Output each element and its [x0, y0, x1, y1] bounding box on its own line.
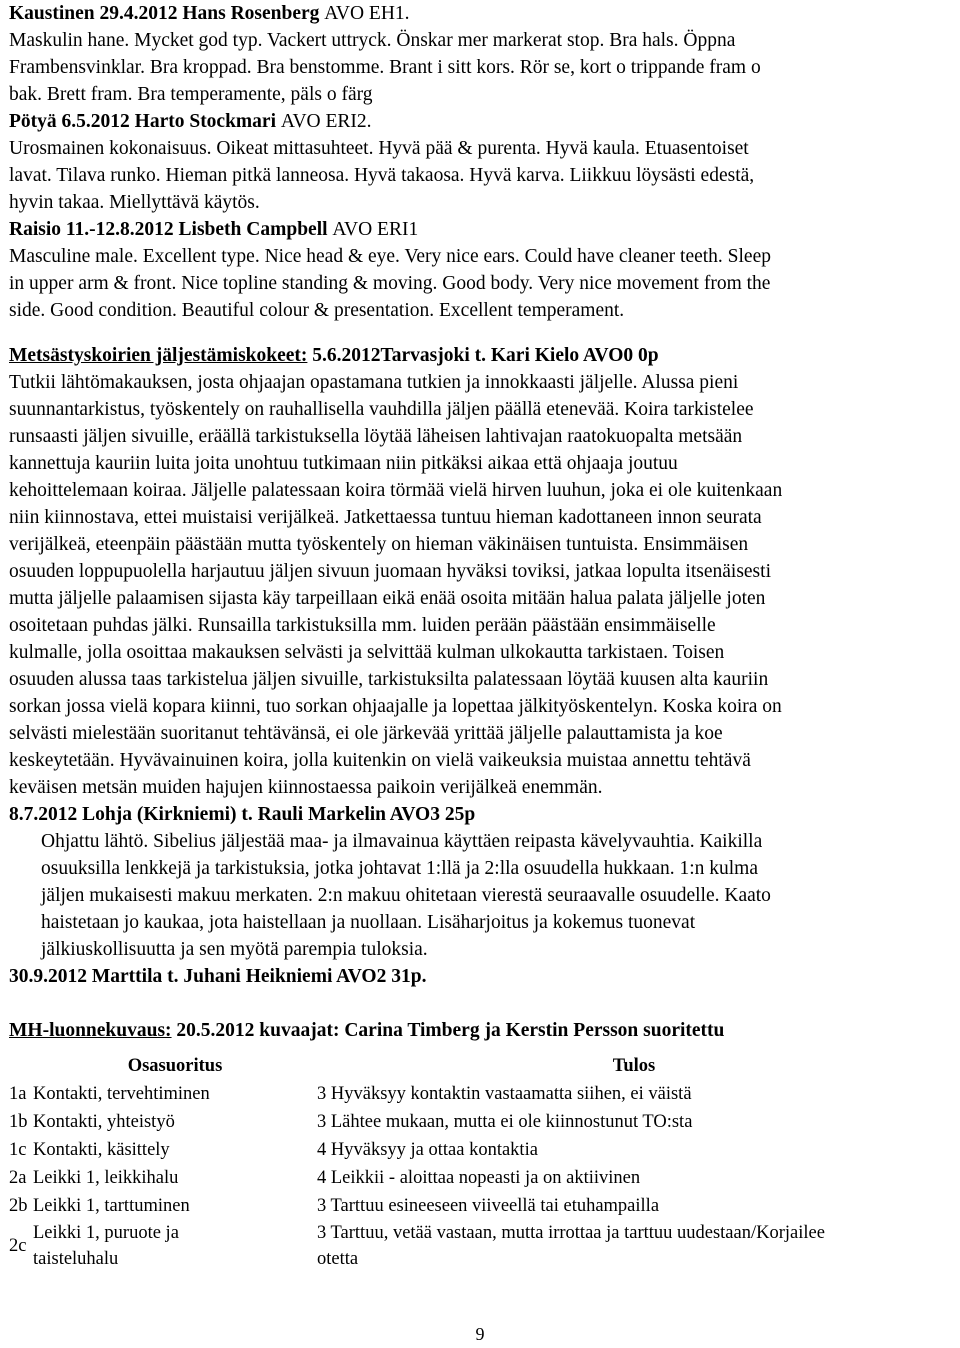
- show-text-line: lavat. Tilava runko. Hieman pitkä lanneosa. Hyvä takaosa. Hyvä karva. Liikkuu löysästi edestä,: [9, 165, 755, 186]
- tracking-text-line: osoitetaan puhdas jälki. Runsailla tarkistuksilla mm. luiden perään päästään ensimmäiselle: [9, 615, 716, 636]
- row-result: 4 Hyväksyy ja ottaa kontaktia: [317, 1140, 538, 1160]
- table-row: [9, 1080, 951, 1108]
- tracking-text-line: Tutkii lähtömakauksen, josta ohjaajan opastamana tutkien ja innokkaasti jäljelle. Alussa pieni: [9, 372, 739, 393]
- show-text-line: side. Good condition. Beautiful colour & presentation. Excellent temperament.: [9, 300, 625, 321]
- tracking-text-line: jälkiuskollisuutta ja sen myötä parempia tuloksia.: [41, 939, 428, 960]
- tracking-section: [9, 342, 951, 990]
- show-result-1: [9, 0, 951, 108]
- mh-title: MH-luonnekuvaus:: [9, 1020, 172, 1041]
- row-part: Kontakti, tervehtiminen: [33, 1084, 210, 1104]
- table-row: [9, 1164, 951, 1192]
- tracking-text-line: jäljen mukaisesti makuu merkaten. 2:n makuu ohitetaan vierestä seuraavalle osuudelle. Kaato: [41, 885, 771, 906]
- show-result-3: [9, 216, 951, 324]
- show-text-line: bak. Brett fram. Bra temperamente, päls o färg: [9, 84, 373, 105]
- tracking-text-line: kulmalle, jolla osoittaa makauksen selvästi ja selvittää kulman ulkokautta tarkistaen. Toisen: [9, 642, 725, 663]
- row-code: 1a: [9, 1084, 27, 1104]
- tracking-text-line: Ohjattu lähtö. Sibelius jäljestää maa- ja ilmavainua käyttäen reipasta kävelyvauhtia. Kaikilla: [41, 831, 763, 852]
- row-part: Kontakti, käsittely: [33, 1140, 170, 1160]
- document-page: [9, 0, 951, 1272]
- show-text-line: Urosmainen kokonaisuus. Oikeat mittasuhteet. Hyvä pää & purenta. Hyvä kaula. Etuasentoiset: [9, 138, 749, 159]
- show-text-line: Maskulin hane. Mycket god typ. Vackert uttryck. Önskar mer markerat stop. Bra hals. Öppna: [9, 30, 736, 51]
- tracking-text-line: keskeytetään. Hyvävainuinen koira, jolla kuitenkin on vielä vaikeuksia muistaa annettu tehtävä: [9, 750, 751, 771]
- tracking-text-line: sorkan jossa vielä kopara kiinni, tuo sorkan ohjaajalle ja lopettaa jälkityöskentelyn. Koska koira on: [9, 696, 782, 717]
- page-number: 9: [475, 1324, 485, 1344]
- column-header-result: Tulos: [612, 1056, 656, 1076]
- row-code: 2a: [9, 1168, 27, 1188]
- table-row: [9, 1220, 951, 1272]
- table-row: [9, 1136, 951, 1164]
- tracking-heading-2: 8.7.2012 Lohja (Kirkniemi) t. Rauli Markelin AVO3 25p: [9, 804, 476, 825]
- tracking-text-line: selvästi mielestään suoritanut tehtävänsä, ei ole järkevää yrittää jäljelle palauttamista ja koe: [9, 723, 723, 744]
- row-code: 1b: [9, 1112, 28, 1132]
- row-result: 4 Leikkii - aloittaa nopeasti ja on aktiivinen: [317, 1168, 641, 1188]
- row-code: 2c: [9, 1236, 27, 1256]
- show-text-line: hyvin takaa. Miellyttävä käytös.: [9, 192, 260, 213]
- tracking-text-line: osuuksilla lenkkejä ja tarkistuksia, jotka johtavat 1:llä ja 2:lla osuudella hukkaan. 1:n kulma: [41, 858, 759, 879]
- tracking-text-line: osuuden alussa taas tarkistelua jäljen sivuille, tarkistuksilta palatessaan löytää kuusen alta kauriin: [9, 669, 769, 690]
- show-text-line: in upper arm & front. Nice topline standing & moving. Good body. Very nice movement from the: [9, 273, 771, 294]
- tracking-text-line: kehoittelemaan koiraa. Jäljelle palatessaan koira törmää vielä hirven luuhun, joka ei ole kuitenkaan: [9, 480, 783, 501]
- tracking-text-line: keväisen metsän muiden hajujen kiinnostaessa paikoin verijälkeä enemmän.: [9, 777, 603, 798]
- row-code: 1c: [9, 1140, 27, 1160]
- tracking-heading-1: Metsästyskoirien jäljestämiskokeet: 5.6.2012Tarvasjoki t. Kari Kielo AVO0 0p: [9, 345, 659, 366]
- show-text-line: Masculine male. Excellent type. Nice head & eye. Very nice ears. Could have cleaner teeth. Sleep: [9, 246, 771, 267]
- show-heading: Pötyä 6.5.2012 Harto Stockmari AVO ERI2.: [9, 111, 372, 132]
- row-part: Leikki 1, leikkihalu: [33, 1168, 179, 1188]
- row-result: 3 Tarttuu, vetää vastaan, mutta irrottaa ja tarttuu uudestaan/Korjailee otetta: [317, 1223, 825, 1269]
- show-heading: Kaustinen 29.4.2012 Hans Rosenberg AVO EH1.: [9, 3, 410, 24]
- tracking-text-line: suunnantarkistus, työskentely on rauhallisella vauhdilla jäljen päällä etenevää. Koira tarkistelee: [9, 399, 754, 420]
- mh-section: [9, 1017, 951, 1272]
- row-result: 3 Tarttuu esineeseen viiveellä tai etuhampailla: [317, 1196, 660, 1216]
- table-row: [9, 1108, 951, 1136]
- row-code: 2b: [9, 1196, 28, 1216]
- row-result: 3 Lähtee mukaan, mutta ei ole kiinnostunut TO:sta: [317, 1112, 693, 1132]
- column-header-part: Osasuoritus: [127, 1056, 223, 1076]
- tracking-text-line: kannettuja kauriin luita joita unohtuu tutkimaan niin pitkäksi aikaa että ohjaaja joutuu: [9, 453, 678, 474]
- mh-heading: MH-luonnekuvaus: 20.5.2012 kuvaajat: Carina Timberg ja Kerstin Persson suoritettu: [9, 1020, 725, 1041]
- tracking-text-line: verijälkeä, eteenpäin päästään mutta työskentely on hieman väkinäisen tuntuista. Ensimmäisen: [9, 534, 749, 555]
- tracking-text-line: mutta jäljelle palaamisen sijasta käy tarpeillaan eikä enää osoita mitään halua palata jäljelle joten: [9, 588, 766, 609]
- tracking-text-line: haistetaan jo kaukaa, jota haistellaan ja nuollaan. Lisäharjoitus ja kokemus tuonevat: [41, 912, 696, 933]
- row-part: Kontakti, yhteistyö: [33, 1112, 175, 1132]
- tracking-heading-3: 30.9.2012 Marttila t. Juhani Heikniemi AVO2 31p.: [9, 966, 427, 987]
- table-row: [9, 1192, 951, 1220]
- tracking-text-line: niin kiinnostava, ettei muistaisi verijälkeä. Jatkettaessa tuntuu hieman kadottaneen innon seurata: [9, 507, 762, 528]
- row-part: Leikki 1, puruote ja taisteluhalu: [33, 1223, 179, 1269]
- show-heading: Raisio 11.-12.8.2012 Lisbeth Campbell AVO ERI1: [9, 219, 419, 240]
- tracking-text-line: osuuden loppupuolella harjautuu jäljen sivuun juomaan hyväksi toviksi, jatkaa lopulta itsenäisesti: [9, 561, 771, 582]
- row-part: Leikki 1, tarttuminen: [33, 1196, 190, 1216]
- mh-results-table: [9, 1046, 951, 1272]
- show-text-line: Frambensvinklar. Bra kroppad. Bra benstomme. Brant i sitt kors. Rör se, kort o trippande fram o: [9, 57, 761, 78]
- tracking-title: Metsästyskoirien jäljestämiskokeet:: [9, 345, 308, 366]
- show-result-2: [9, 108, 951, 216]
- row-result: 3 Hyväksyy kontaktin vastaamatta siihen, ei väistä: [317, 1084, 692, 1104]
- table-header-row: [9, 1046, 951, 1080]
- tracking-text-line: runsaasti jäljen sivuille, eräällä tarkistuksella löytää läheisen lahtivajan raatokuopalta metsään: [9, 426, 743, 447]
